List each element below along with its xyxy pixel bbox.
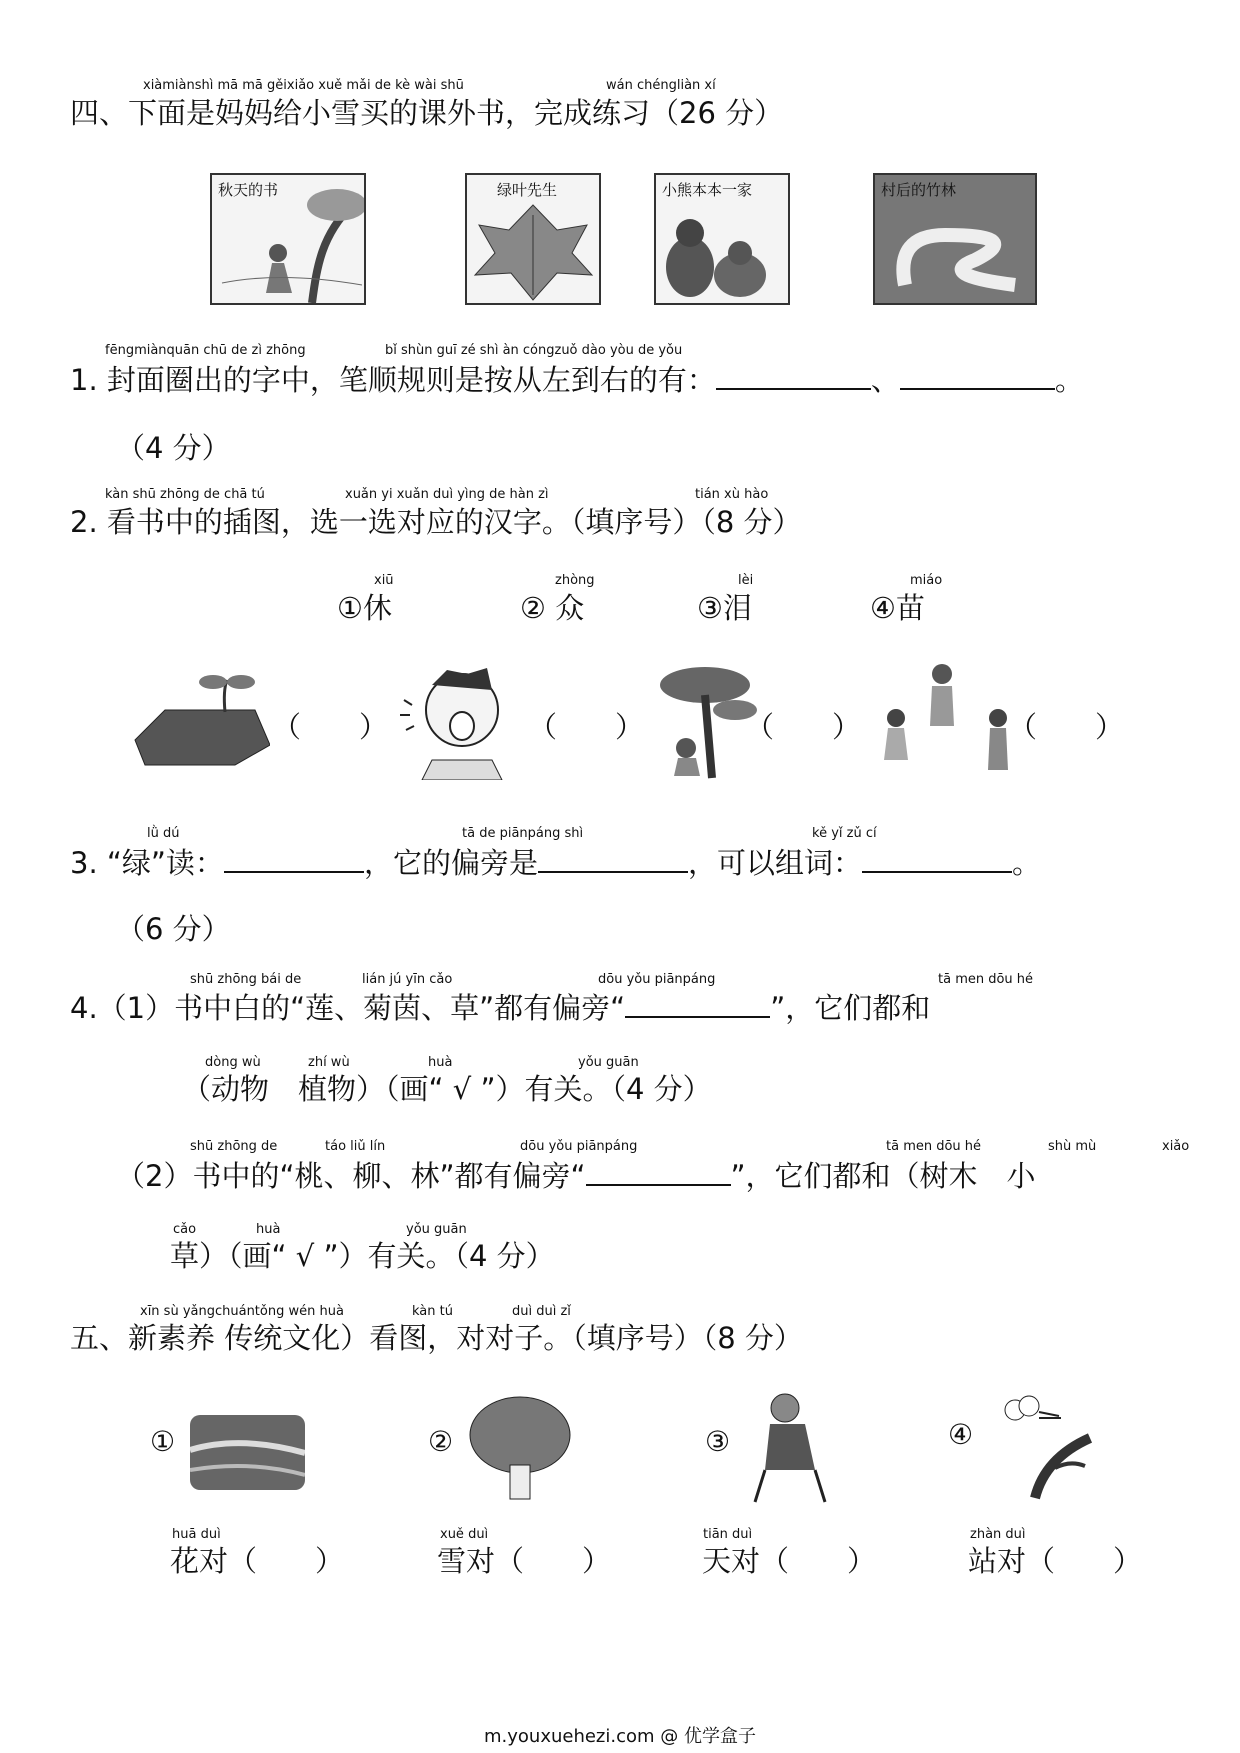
pair-pinyin: xuě duì [440, 1527, 489, 1542]
tree-picture [465, 1395, 575, 1500]
pair-snow[interactable]: 雪对（ ） [437, 1544, 612, 1578]
wind-blowing-tree-picture [995, 1388, 1105, 1503]
section4-title: 四、下面是妈妈给小雪买的课外书，完成练习（26 分） [70, 96, 784, 130]
option-3: ③泪 [697, 591, 752, 625]
q4p1-pinyin-5: dòng wù [205, 1055, 261, 1070]
book-cover-green-leaf [465, 173, 601, 305]
section5-pinyin-3: duì duì zǐ [512, 1304, 571, 1319]
q2-answer-paren-3[interactable]: （ ） [745, 710, 862, 744]
book-title: 小熊本本一家 [662, 181, 753, 199]
grassland-picture [190, 1405, 305, 1490]
q3-blank-reading[interactable] [224, 843, 364, 873]
q3-pinyin: lǜ dú [147, 826, 180, 841]
q4p2-text3: 草）（画“ √ ”）有关。（4 分） [170, 1239, 555, 1273]
option-pinyin: xiū [374, 573, 394, 588]
q1-blank-1[interactable] [716, 360, 871, 390]
picture-number: ① [150, 1425, 176, 1458]
option-pinyin: lèi [738, 573, 754, 588]
q3-score: （6 分） [116, 912, 231, 946]
q4p2-line [116, 1156, 1036, 1194]
title-pinyin: xiàmiànshì mā mā gěixiǎo xuě mǎi de kè wài shū [143, 78, 464, 93]
q4p1-line [70, 988, 930, 1026]
q2-answer-paren-4[interactable]: （ ） [1008, 710, 1125, 744]
q1-blank-2[interactable] [900, 360, 1055, 390]
book-cover-bear-family [654, 173, 790, 305]
option-4: ④苗 [870, 591, 925, 625]
q4p2-pinyin: shū zhōng de [190, 1139, 278, 1154]
option-1: ①休 [337, 591, 392, 625]
q4p2-pinyin-7: cǎo [173, 1222, 197, 1237]
q2-pinyin-2: xuǎn yi xuǎn duì yìng de hàn zì [345, 487, 549, 502]
picture-number: ③ [705, 1425, 731, 1458]
q4p1-text3: （动物 植物）（画“ √ ”）有关。（4 分） [182, 1072, 712, 1106]
q1-score: （4 分） [116, 431, 231, 465]
q1-pinyin: fēngmiànquān chū de zì zhōng [105, 343, 306, 358]
q4p2-pinyin-6: xiǎo [1162, 1139, 1190, 1154]
q1-end: 。 [1054, 363, 1084, 397]
q1-line [70, 360, 1084, 398]
pair-pinyin: huā duì [172, 1527, 221, 1542]
section5-pinyin: xīn sù yǎngchuántǒng wén huà [140, 1304, 344, 1319]
q3-blank-word[interactable] [862, 843, 1012, 873]
q4p2-blank[interactable] [586, 1156, 731, 1186]
q2-answer-paren-2[interactable]: （ ） [528, 710, 645, 744]
sprout-picture [125, 670, 270, 770]
q2-text: 2. 看书中的插图，选一选对应的汉字。（填序号）（8 分） [70, 505, 802, 539]
picture-number: ④ [948, 1418, 974, 1451]
q3-pinyin-3: kě yǐ zǔ cí [812, 826, 877, 841]
pair-flower[interactable]: 花对（ ） [170, 1544, 345, 1578]
q2-answer-paren-1[interactable]: （ ） [272, 710, 389, 744]
q4p2-text1: （2）书中的“桃、柳、林”都有偏旁“ [116, 1159, 586, 1193]
child-resting-under-tree-picture [650, 660, 760, 780]
option-pinyin: zhòng [555, 573, 595, 588]
q4p2-pinyin-3: dōu yǒu piānpáng [520, 1139, 638, 1154]
q4p2-text2: ”，它们都和（树木 小 [730, 1159, 1036, 1193]
pair-pinyin: tiān duì [703, 1527, 753, 1542]
pair-pinyin: zhàn duì [970, 1527, 1026, 1542]
q1-text: 1. 封面圈出的字中，笔顺规则是按从左到右的有： [70, 363, 716, 397]
q4p1-pinyin: shū zhōng bái de [190, 972, 302, 987]
q4p1-text1: 4.（1）书中白的“莲、菊茵、草”都有偏旁“ [70, 991, 626, 1025]
option-2: ② 众 [520, 591, 585, 625]
q4p1-text2: ”，它们都和 [770, 991, 931, 1025]
q4p2-pinyin-8: huà [256, 1222, 281, 1237]
q4p1-blank[interactable] [625, 988, 770, 1018]
pair-sky[interactable]: 天对（ ） [702, 1544, 877, 1578]
group-of-children-picture [870, 660, 1020, 785]
q4p2-pinyin-4: tā men dōu hé [886, 1139, 982, 1154]
pair-stand[interactable]: 站对（ ） [968, 1544, 1143, 1578]
book-title: 秋天的书 [218, 181, 279, 199]
q4p1-pinyin-3: dōu yǒu piānpáng [598, 972, 716, 987]
q4p1-pinyin-2: lián jú yīn cǎo [362, 972, 453, 987]
book-title: 村后的竹林 [881, 181, 957, 199]
q4p1-pinyin-6: zhí wù [308, 1055, 350, 1070]
q3-part2: ，它的偏旁是 [363, 846, 538, 880]
seated-man-picture [745, 1390, 835, 1505]
book-title: 绿叶先生 [497, 181, 558, 199]
q4p1-pinyin-4: tā men dōu hé [938, 972, 1034, 987]
book-cover-bamboo-village [873, 173, 1037, 305]
footer-watermark: m.youxuehezi.com @ 优学盒子 [483, 1726, 756, 1747]
q3-part1: 3. “绿”读： [70, 846, 224, 880]
section5-pinyin-2: kàn tú [412, 1304, 453, 1319]
q3-line [70, 843, 1041, 881]
q3-blank-radical[interactable] [538, 843, 688, 873]
q2-pinyin: kàn shū zhōng de chā tú [105, 487, 265, 502]
book-cover-autumn [210, 173, 366, 305]
q3-pinyin-2: tā de piānpáng shì [462, 826, 584, 841]
q4p2-pinyin-5: shù mù [1048, 1139, 1097, 1154]
q4p1-pinyin-8: yǒu guān [578, 1055, 639, 1070]
q3-part3: ，可以组词： [687, 846, 862, 880]
q2-pinyin-3: tián xù hào [695, 487, 769, 502]
section5-title: 五、新素养 传统文化）看图，对对子。（填序号）（8 分） [70, 1321, 803, 1355]
q4p2-pinyin-9: yǒu guān [406, 1222, 467, 1237]
q1-pinyin-2: bǐ shùn guī zé shì àn cóngzuǒ dào yòu de yǒu [385, 343, 683, 358]
crying-boy-picture [392, 660, 512, 780]
picture-number: ② [428, 1425, 454, 1458]
q4p2-pinyin-2: táo liǔ lín [325, 1139, 386, 1154]
q1-sep: 、 [870, 363, 900, 397]
title-pinyin-2: wán chéngliàn xí [606, 78, 716, 93]
q3-end: 。 [1011, 846, 1041, 880]
q4p1-pinyin-7: huà [428, 1055, 453, 1070]
option-pinyin: miáo [910, 573, 943, 588]
